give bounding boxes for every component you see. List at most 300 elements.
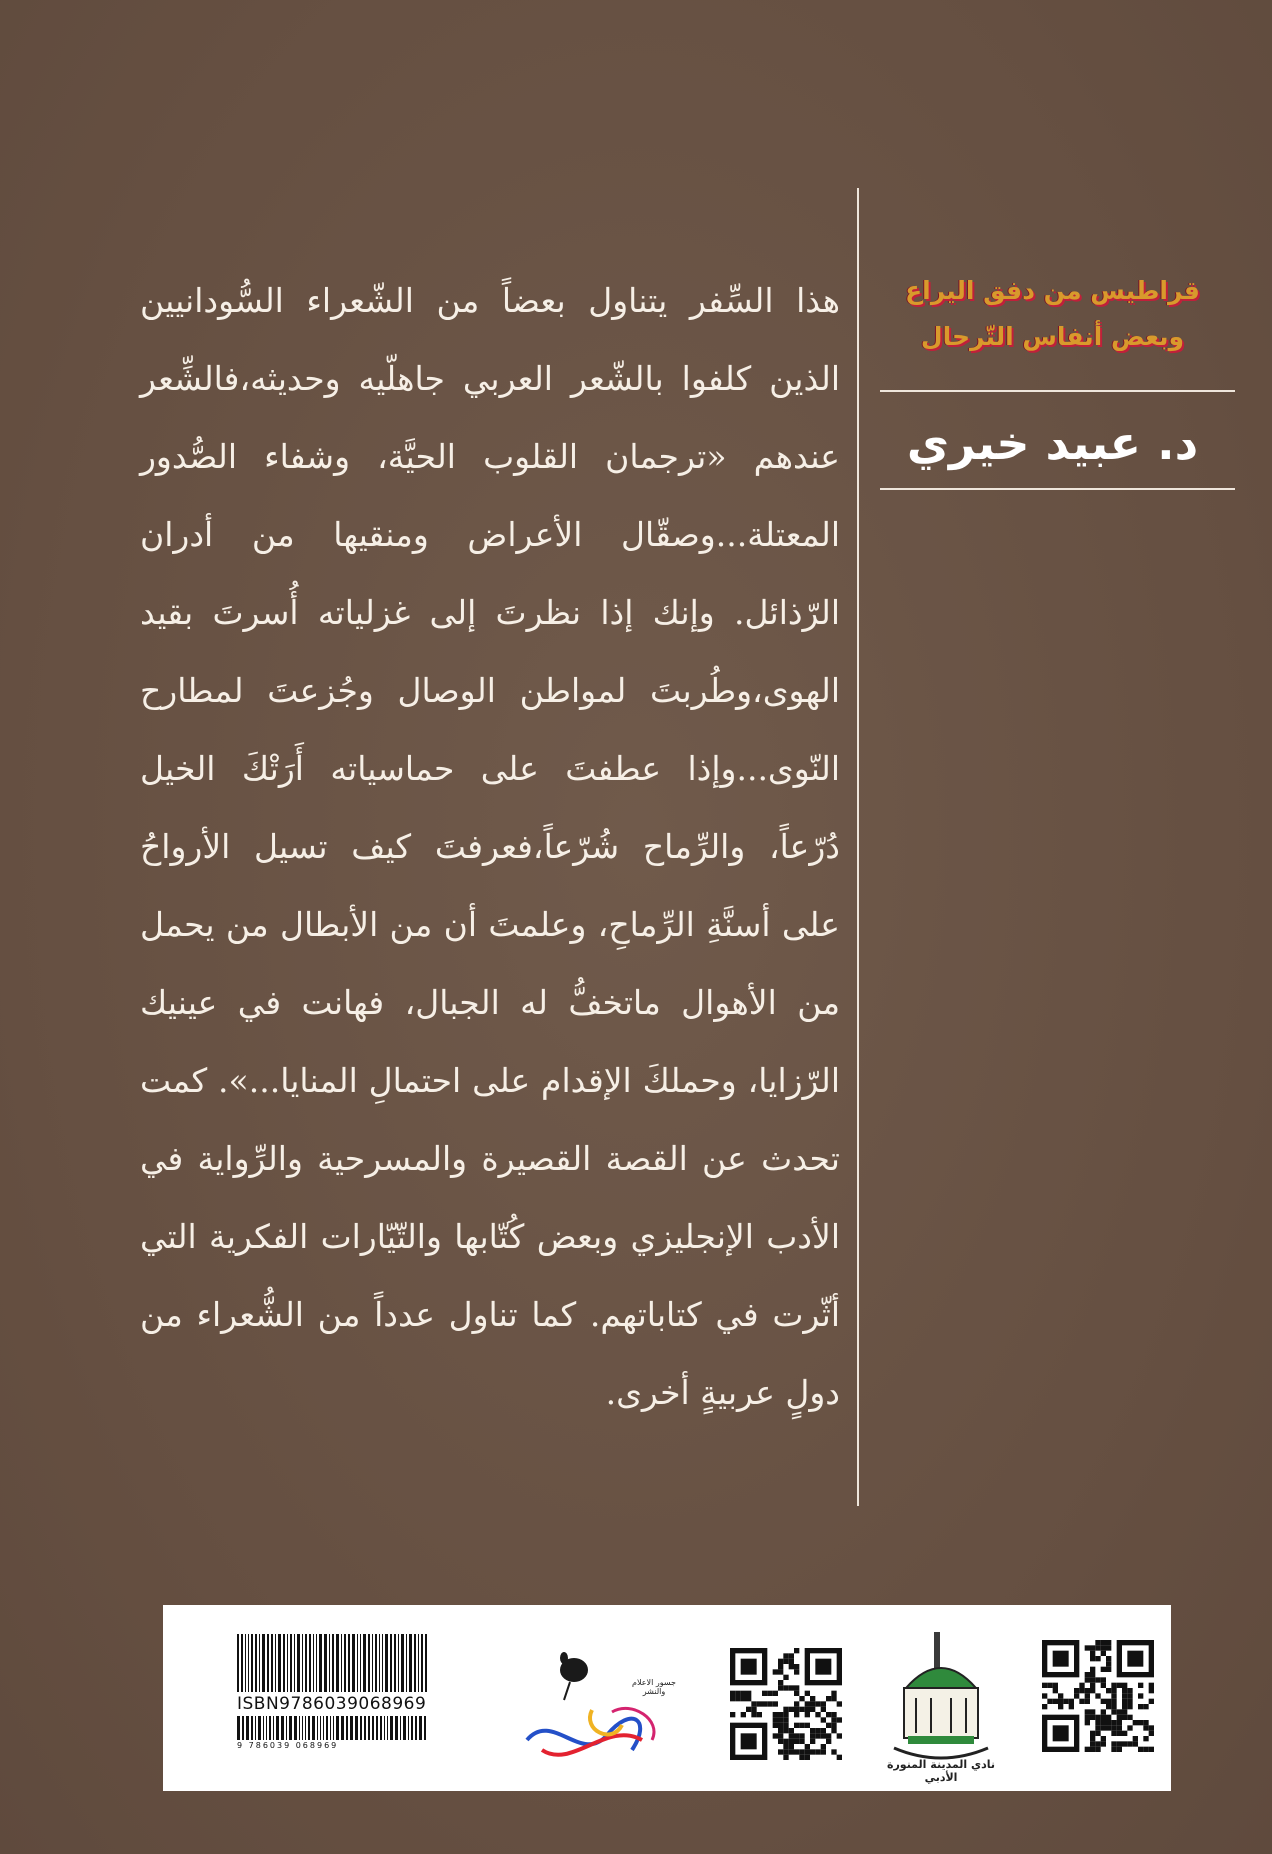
qr-module	[826, 1712, 831, 1717]
qr-code-icon	[1042, 1640, 1154, 1752]
qr-module	[1149, 1699, 1154, 1704]
barcode-bar	[400, 1716, 401, 1740]
qr-module	[1101, 1683, 1106, 1688]
barcode-bar	[237, 1716, 240, 1740]
qr-module	[1117, 1747, 1122, 1752]
book-subtitle	[880, 268, 1225, 360]
qr-module	[741, 1691, 746, 1696]
qr-module	[783, 1723, 788, 1728]
qr-module	[1106, 1640, 1111, 1645]
qr-module	[1085, 1677, 1090, 1682]
qr-module	[1149, 1731, 1154, 1736]
qr-finder	[1053, 1651, 1069, 1667]
qr-module	[1053, 1688, 1058, 1693]
qr-module	[805, 1701, 810, 1706]
barcode-bar	[255, 1716, 256, 1740]
qr-module	[1127, 1725, 1132, 1730]
barcode-bar	[364, 1716, 366, 1740]
qr-module	[1127, 1715, 1132, 1720]
qr-module	[1090, 1688, 1095, 1693]
qr-module	[794, 1664, 799, 1669]
barcode-bar	[281, 1716, 284, 1740]
qr-module	[1106, 1704, 1111, 1709]
barcode-bar	[385, 1634, 388, 1692]
qr-module	[783, 1744, 788, 1749]
qr-module	[1090, 1731, 1095, 1736]
barcode-bar	[348, 1634, 350, 1692]
qr-module	[1095, 1731, 1100, 1736]
literary-club-logo-icon	[886, 1628, 996, 1778]
qr-module	[794, 1685, 799, 1690]
barcode-bar	[384, 1716, 385, 1740]
qr-module	[837, 1717, 842, 1722]
qr-finder	[1053, 1725, 1069, 1741]
qr-finder	[815, 1659, 831, 1675]
qr-module	[810, 1733, 815, 1738]
qr-module	[1106, 1656, 1111, 1661]
qr-module	[1101, 1677, 1106, 1682]
qr-module	[778, 1685, 783, 1690]
barcode-bar	[425, 1634, 427, 1692]
qr-module	[783, 1707, 788, 1712]
barcode-bar	[245, 1634, 246, 1692]
qr-module	[794, 1701, 799, 1706]
qr-module	[1058, 1693, 1063, 1698]
barcode-bar	[275, 1634, 276, 1692]
qr-module	[805, 1707, 810, 1712]
qr-module	[826, 1696, 831, 1701]
barcode-bar	[302, 1716, 303, 1740]
qr-module	[746, 1707, 751, 1712]
qr-module	[826, 1739, 831, 1744]
qr-module	[1095, 1656, 1100, 1661]
barcode-bar	[376, 1716, 378, 1740]
barcode-bar	[278, 1634, 281, 1692]
qr-module	[1122, 1731, 1127, 1736]
qr-module	[1085, 1720, 1090, 1725]
qr-module	[1122, 1688, 1127, 1693]
qr-module	[730, 1696, 735, 1701]
qr-module	[810, 1728, 815, 1733]
barcode-bar	[312, 1716, 315, 1740]
barcode-bar	[360, 1634, 361, 1692]
isbn-barcode	[237, 1634, 462, 1762]
qr-module	[1122, 1704, 1127, 1709]
barcode-bar	[350, 1716, 353, 1740]
qr-module	[778, 1728, 783, 1733]
qr-module	[1106, 1720, 1111, 1725]
qr-module	[778, 1717, 783, 1722]
qr-module	[1079, 1688, 1084, 1693]
barcode-bar	[267, 1634, 269, 1692]
qr-module	[1095, 1693, 1100, 1698]
qr-module	[783, 1675, 788, 1680]
qr-module	[821, 1728, 826, 1733]
isbn-text: ISBN9786039068969	[237, 1694, 427, 1714]
qr-module	[1095, 1715, 1100, 1720]
barcode-bar	[368, 1716, 370, 1740]
qr-module	[1133, 1741, 1138, 1746]
qr-module	[821, 1707, 826, 1712]
qr-module	[746, 1696, 751, 1701]
qr-module	[1143, 1736, 1148, 1741]
qr-module	[746, 1691, 751, 1696]
qr-module	[783, 1712, 788, 1717]
author-name: د. عبيد خيري	[906, 416, 1199, 470]
qr-module	[1143, 1747, 1148, 1752]
qr-module	[794, 1749, 799, 1754]
qr-module	[1095, 1720, 1100, 1725]
qr-module	[1133, 1736, 1138, 1741]
qr-module	[1106, 1661, 1111, 1666]
qr-module	[778, 1749, 783, 1754]
qr-module	[783, 1653, 788, 1658]
barcode-bar	[297, 1634, 300, 1692]
qr-module	[1085, 1747, 1090, 1752]
qr-module	[730, 1691, 735, 1696]
barcode-bar	[269, 1716, 271, 1740]
qr-module	[805, 1744, 810, 1749]
qr-module	[805, 1712, 810, 1717]
qr-module	[1079, 1699, 1084, 1704]
qr-module	[1138, 1747, 1143, 1752]
qr-module	[1074, 1693, 1079, 1698]
qr-module	[789, 1664, 794, 1669]
qr-module	[1111, 1693, 1116, 1698]
qr-module	[815, 1749, 820, 1754]
qr-module	[783, 1739, 788, 1744]
barcode-bar	[237, 1634, 239, 1692]
qr-module	[757, 1712, 762, 1717]
qr-module	[1074, 1688, 1079, 1693]
qr-module	[1085, 1688, 1090, 1693]
qr-module	[805, 1749, 810, 1754]
qr-module	[789, 1659, 794, 1664]
qr-module	[831, 1723, 836, 1728]
qr-module	[821, 1749, 826, 1754]
qr-module	[735, 1691, 740, 1696]
barcode-bar	[329, 1634, 330, 1692]
barcode-bar	[251, 1634, 253, 1692]
qr-module	[1101, 1725, 1106, 1730]
qr-module	[815, 1728, 820, 1733]
qr-module	[735, 1696, 740, 1701]
barcode-bar	[290, 1634, 292, 1692]
qr-module	[805, 1755, 810, 1760]
barcode-bar	[379, 1634, 380, 1692]
qr-module	[773, 1701, 778, 1706]
qr-module	[1090, 1677, 1095, 1682]
qr-module	[799, 1749, 804, 1754]
barcode-bar	[299, 1716, 300, 1740]
qr-module	[794, 1691, 799, 1696]
qr-module	[1069, 1704, 1074, 1709]
barcode-bar	[344, 1634, 346, 1692]
qr-module	[799, 1707, 804, 1712]
barcode-bar	[271, 1634, 273, 1692]
qr-module	[1090, 1651, 1095, 1656]
qr-module	[1111, 1709, 1116, 1714]
qr-module	[799, 1733, 804, 1738]
qr-module	[815, 1701, 820, 1706]
qr-module	[1122, 1709, 1127, 1714]
qr-module	[751, 1701, 756, 1706]
qr-module	[1095, 1747, 1100, 1752]
barcode-bar	[305, 1634, 307, 1692]
qr-module	[794, 1723, 799, 1728]
qr-module	[789, 1744, 794, 1749]
qr-module	[741, 1712, 746, 1717]
barcode-bar	[332, 1634, 334, 1692]
qr-module	[789, 1749, 794, 1754]
qr-code-icon	[730, 1648, 842, 1760]
barcode-bar	[380, 1716, 382, 1740]
barcode-bar	[368, 1634, 370, 1692]
qr-module	[1101, 1645, 1106, 1650]
qr-module	[773, 1691, 778, 1696]
qr-module	[794, 1733, 799, 1738]
literary-club-name: نادي المدينة المنورة الأدبي	[886, 1758, 996, 1784]
barcode-bar	[382, 1634, 383, 1692]
barcode-bar	[387, 1716, 388, 1740]
qr-module	[1117, 1683, 1122, 1688]
qr-module	[757, 1701, 762, 1706]
barcode-bar	[319, 1634, 322, 1692]
qr-module	[799, 1696, 804, 1701]
barcode-bar	[372, 1716, 374, 1740]
barcode-bar	[286, 1716, 287, 1740]
barcode-bar	[418, 1634, 419, 1692]
author-top-rule	[880, 390, 1235, 392]
barcode-bars	[237, 1634, 462, 1692]
barcode-bar	[390, 1716, 393, 1740]
qr-module	[1106, 1699, 1111, 1704]
qr-module	[1127, 1699, 1132, 1704]
qr-module	[783, 1728, 788, 1733]
qr-module	[1079, 1683, 1084, 1688]
qr-module	[1085, 1709, 1090, 1714]
qr-module	[1095, 1677, 1100, 1682]
qr-module	[783, 1659, 788, 1664]
qr-module	[1117, 1715, 1122, 1720]
qr-module	[1117, 1720, 1122, 1725]
barcode-bar	[333, 1716, 334, 1740]
qr-module	[831, 1712, 836, 1717]
qr-module	[1149, 1683, 1154, 1688]
qr-module	[1111, 1747, 1116, 1752]
qr-module	[831, 1696, 836, 1701]
qr-module	[794, 1707, 799, 1712]
qr-finder	[741, 1733, 757, 1749]
qr-module	[1047, 1683, 1052, 1688]
qr-module	[1138, 1683, 1143, 1688]
qr-module	[815, 1712, 820, 1717]
qr-module	[1117, 1741, 1122, 1746]
qr-module	[778, 1712, 783, 1717]
qr-module	[783, 1749, 788, 1754]
qr-module	[805, 1723, 810, 1728]
qr-module	[1138, 1693, 1143, 1698]
qr-module	[821, 1744, 826, 1749]
qr-module	[773, 1733, 778, 1738]
barcode-bar	[308, 1716, 310, 1740]
qr-module	[815, 1733, 820, 1738]
barcode-bar	[341, 1716, 344, 1740]
qr-module	[1085, 1699, 1090, 1704]
qr-module	[778, 1664, 783, 1669]
qr-module	[1042, 1683, 1047, 1688]
qr-module	[1106, 1645, 1111, 1650]
qr-module	[767, 1701, 772, 1706]
qr-module	[751, 1712, 756, 1717]
qr-module	[1127, 1688, 1132, 1693]
qr-module	[783, 1755, 788, 1760]
barcode-bar	[317, 1716, 318, 1740]
barcode-bar	[266, 1716, 267, 1740]
qr-module	[778, 1733, 783, 1738]
qr-module	[1143, 1704, 1148, 1709]
qr-module	[794, 1648, 799, 1653]
barcode-bar	[398, 1634, 399, 1692]
qr-module	[1111, 1725, 1116, 1730]
qr-module	[799, 1755, 804, 1760]
vertical-divider	[857, 188, 859, 1506]
barcode-bar	[336, 1634, 339, 1692]
barcode-bar	[336, 1716, 339, 1740]
qr-module	[831, 1749, 836, 1754]
barcode-bar	[273, 1716, 274, 1740]
barcode-bar	[324, 1634, 327, 1692]
barcode-bar	[346, 1716, 348, 1740]
qr-module	[810, 1707, 815, 1712]
barcode-bar	[352, 1634, 355, 1692]
qr-module	[1122, 1683, 1127, 1688]
qr-module	[1090, 1736, 1095, 1741]
publisher-name: جسور الاعلام والنشر	[632, 1678, 676, 1696]
qr-module	[789, 1707, 794, 1712]
qr-module	[1053, 1683, 1058, 1688]
qr-module	[762, 1701, 767, 1706]
qr-module	[789, 1733, 794, 1738]
qr-module	[1111, 1699, 1116, 1704]
qr-module	[1053, 1699, 1058, 1704]
qr-module	[1090, 1709, 1095, 1714]
barcode-bar	[259, 1634, 260, 1692]
qr-module	[831, 1728, 836, 1733]
barcode-bar	[401, 1634, 404, 1692]
qr-module	[794, 1712, 799, 1717]
qr-module	[1095, 1741, 1100, 1746]
blurb-text	[140, 262, 840, 1432]
barcode-bar	[294, 1716, 297, 1740]
author-bottom-rule	[880, 488, 1235, 490]
qr-module	[1063, 1699, 1068, 1704]
barcode-bars-lower	[237, 1716, 462, 1740]
qr-module	[773, 1723, 778, 1728]
qr-module	[1085, 1715, 1090, 1720]
qr-module	[1090, 1667, 1095, 1672]
barcode-bar	[375, 1634, 377, 1692]
barcode-bar	[248, 1634, 249, 1692]
barcode-bar	[242, 1716, 244, 1740]
barcode-bar	[409, 1634, 412, 1692]
barcode-bar	[251, 1716, 253, 1740]
qr-module	[789, 1685, 794, 1690]
qr-module	[1042, 1704, 1047, 1709]
qr-module	[778, 1723, 783, 1728]
qr-module	[783, 1685, 788, 1690]
barcode-bar	[276, 1716, 279, 1740]
qr-module	[1127, 1741, 1132, 1746]
qr-module	[773, 1712, 778, 1717]
qr-module	[1101, 1741, 1106, 1746]
qr-module	[1138, 1704, 1143, 1709]
barcode-bar	[341, 1634, 342, 1692]
qr-module	[773, 1717, 778, 1722]
qr-module	[1122, 1741, 1127, 1746]
qr-module	[1111, 1683, 1116, 1688]
qr-module	[1069, 1699, 1074, 1704]
qr-module	[794, 1739, 799, 1744]
qr-module	[1101, 1699, 1106, 1704]
qr-module	[1058, 1699, 1063, 1704]
barcode-bar	[294, 1634, 295, 1692]
qr-module	[799, 1723, 804, 1728]
qr-module	[1122, 1715, 1127, 1720]
qr-module	[778, 1659, 783, 1664]
barcode-bar	[262, 1634, 265, 1692]
qr-module	[1117, 1709, 1122, 1714]
blurb-paragraph: هذا السِّفر يتناول بعضاً من الشّعراء السُّودانيين الذين كلفوا بالشّعر العربي جاهلّيه وحديثه،فالشِّعر عندهم «ترجمان القلوب الحيَّة، وشفاء الصُّدور المعتلة...وصقّال الأعراض ومنقيها من أدران الرّذائل. وإنك إذا نظرتَ إلى غزلياته أُسرتَ بقيد الهوى،وطُربتَ لمواطن الوصال وجُزعتَ لمطارح النّوى...وإذا عطفتَ على حماسياته أَرَتْكَ الخيل دُرّعاً، والرِّماح شُرّعاً،فعرفتَ كيف تسيل الأرواحُ على أسنَّةِ الرِّماحِ، وعلمتَ أن من الأبطال من يحمل من الأهوال ماتخفُّ له الجبال، فهانت في عينيك الرّزايا، وحملكَ الإقدام على احتمالِ المنايا...». كمت تحدث عن القصة القصيرة والمسرحية والرِّواية في الأدب الإنجليزي وبعض كُتّابها والتّيّارات الفكرية التي أثّرت في كتاباتهم. كما تناول عدداً من الشُّعراء من دولٍ عربيةٍ أخرى.	[140, 281, 840, 1412]
qr-module	[789, 1728, 794, 1733]
barcode-bar	[258, 1716, 261, 1740]
qr-module	[821, 1717, 826, 1722]
qr-module	[810, 1696, 815, 1701]
barcode-bar	[323, 1716, 324, 1740]
qr-module	[1133, 1720, 1138, 1725]
qr-module	[773, 1669, 778, 1674]
qr-module	[799, 1739, 804, 1744]
qr-module	[837, 1733, 842, 1738]
qr-module	[1111, 1741, 1116, 1746]
barcode-bar	[255, 1634, 257, 1692]
qr-module	[1047, 1699, 1052, 1704]
qr-module	[1106, 1688, 1111, 1693]
barcode-bar	[263, 1716, 264, 1740]
qr-module	[1090, 1741, 1095, 1746]
qr-module	[1127, 1704, 1132, 1709]
qr-module	[1090, 1656, 1095, 1661]
barcode-bar	[360, 1716, 362, 1740]
qr-finder	[1127, 1651, 1143, 1667]
qr-module	[789, 1653, 794, 1658]
qr-module	[789, 1739, 794, 1744]
qr-module	[1138, 1720, 1143, 1725]
qr-module	[1111, 1688, 1116, 1693]
subtitle-line-2: وبعض أنفاس التّرحال	[920, 322, 1185, 351]
qr-module	[805, 1691, 810, 1696]
qr-module	[741, 1696, 746, 1701]
qr-module	[1111, 1731, 1116, 1736]
qr-module	[1090, 1672, 1095, 1677]
qr-module	[837, 1755, 842, 1760]
barcode-bar	[424, 1716, 426, 1740]
barcode-bar	[330, 1716, 331, 1740]
qr-module	[826, 1733, 831, 1738]
barcode-bar	[283, 1634, 285, 1692]
qr-module	[1122, 1699, 1127, 1704]
barcode-bar	[320, 1716, 321, 1740]
